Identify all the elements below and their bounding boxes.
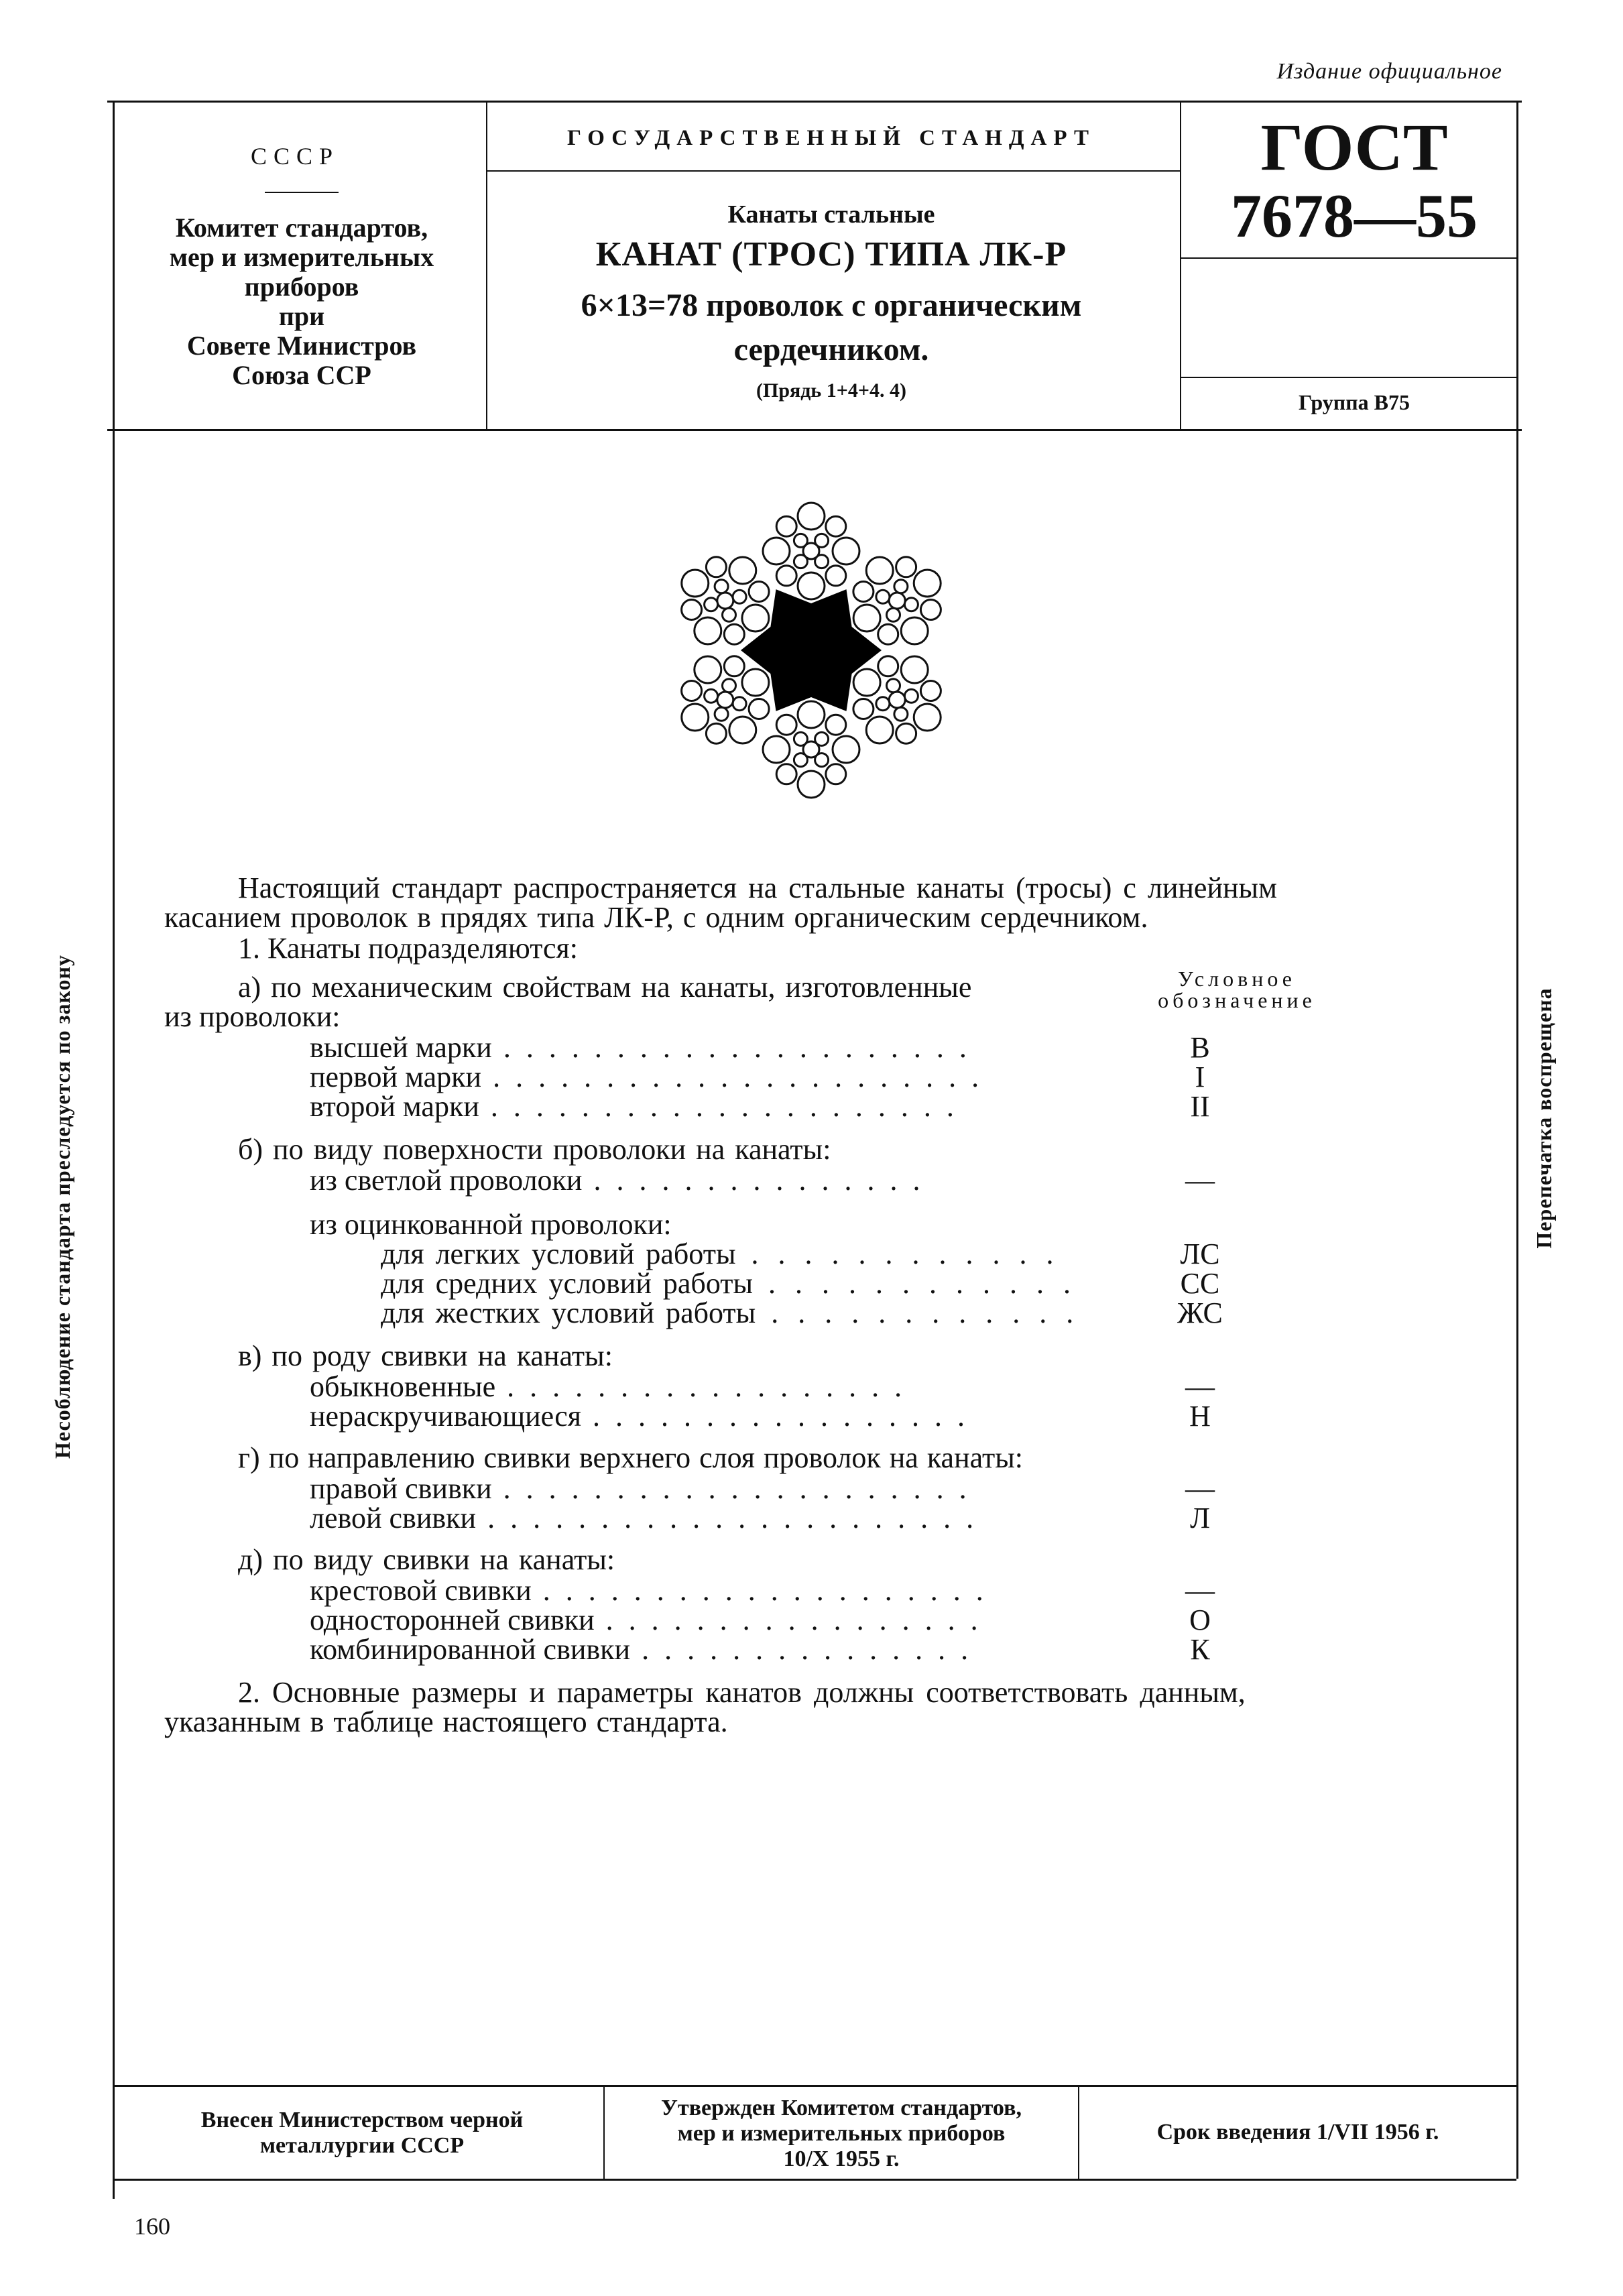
- subsection-d-heading: д) по виду свивки на канаты:: [238, 1543, 615, 1576]
- wire-outer: [826, 566, 846, 586]
- item-code: —: [1185, 1370, 1215, 1403]
- approved-by: [605, 2096, 1078, 2172]
- approved-line-2: мер и измерительных приборов: [677, 2121, 1006, 2146]
- wire-outer: [763, 736, 790, 763]
- wire-center: [717, 692, 733, 708]
- wire-outer: [695, 617, 721, 644]
- wire-outer: [798, 503, 825, 530]
- item-label: высшей марки: [310, 1031, 492, 1064]
- list-item: [381, 1268, 1075, 1299]
- item-code: К: [1190, 1633, 1210, 1666]
- gost-rule-2: [1181, 377, 1516, 378]
- wire-outer: [682, 704, 709, 731]
- subsection-b-galv-heading: из оцинкованной проволоки:: [310, 1208, 672, 1241]
- wire-inner: [815, 753, 829, 767]
- wire-outer: [866, 557, 893, 584]
- gost-number: 7678—55: [1231, 182, 1478, 250]
- wire-inner: [894, 707, 908, 721]
- wire-outer: [706, 557, 726, 577]
- wire-inner: [794, 534, 807, 547]
- list-item: [310, 1091, 958, 1122]
- header-divider-2: [1180, 101, 1181, 429]
- leader-dots: . . . . . . . . . . . .: [756, 1296, 1078, 1329]
- header-bottom-rule: [107, 429, 1522, 431]
- header-top-rule: [107, 101, 1522, 103]
- wire-outer: [695, 656, 721, 683]
- wire-outer: [833, 538, 859, 564]
- list-item: [310, 1165, 924, 1196]
- item-label: крестовой свивки: [310, 1574, 532, 1607]
- wire-outer: [724, 624, 744, 644]
- wire-outer: [896, 723, 916, 743]
- wire-outer: [682, 570, 709, 597]
- page-number: 160: [134, 2213, 170, 2240]
- item-label: из светлой проволоки: [310, 1164, 583, 1197]
- item-code: Н: [1189, 1400, 1211, 1433]
- leader-dots: . . . . . . . . . . . . . . .: [582, 1164, 924, 1197]
- wire-inner: [715, 580, 728, 593]
- wire-outer: [776, 516, 796, 536]
- wire-inner: [723, 608, 736, 621]
- item-code: —: [1185, 1574, 1215, 1607]
- document-subtitle-line1: 6×13=78 проволок с органическим: [581, 288, 1082, 323]
- list-item: [310, 1575, 987, 1606]
- standard-title-rule: [487, 170, 1180, 172]
- wire-inner: [705, 598, 718, 611]
- wire-outer: [729, 717, 756, 743]
- section-2-line1: 2. Основные размеры и параметры канатов должны соответствовать данным,: [238, 1676, 1246, 1709]
- wire-outer: [749, 699, 769, 719]
- leader-dots: . . . . . . . . . . . . . . . . .: [581, 1400, 969, 1433]
- leader-dots: . . . . . . . . . . . . . . .: [630, 1633, 973, 1666]
- wire-inner: [733, 590, 746, 603]
- wire-inner: [815, 732, 829, 745]
- wire-outer: [826, 516, 846, 536]
- wire-outer: [742, 669, 769, 696]
- wire-outer: [724, 656, 744, 676]
- wire-outer: [763, 538, 790, 564]
- item-label: второй марки: [310, 1090, 479, 1123]
- wire-outer: [914, 704, 941, 731]
- item-label: обыкновенные: [310, 1370, 496, 1403]
- wire-outer: [798, 771, 825, 798]
- wire-outer: [853, 669, 880, 696]
- document-subtitle-line2: сердечником.: [733, 332, 929, 367]
- wire-inner: [904, 689, 918, 703]
- code-header-line-1: Условное: [1178, 967, 1296, 991]
- wire-outer: [776, 566, 796, 586]
- wire-outer: [776, 764, 796, 784]
- leader-dots: . . . . . . . . . . . . . . . . . . . .: [531, 1574, 987, 1607]
- wire-outer: [826, 764, 846, 784]
- wire-inner: [815, 534, 829, 547]
- introduced-by: [121, 2108, 603, 2159]
- item-label: первой марки: [310, 1061, 482, 1093]
- wire-outer: [920, 600, 941, 620]
- wire-inner: [794, 555, 807, 568]
- document-title: КАНАТ (ТРОС) ТИПА ЛК-Р: [595, 235, 1067, 274]
- item-label: комбинированной свивки: [310, 1633, 631, 1666]
- wire-inner: [794, 732, 807, 745]
- standard-type: ГОСУДАРСТВЕННЫЙ СТАНДАРТ: [567, 126, 1095, 150]
- committee-line: Комитет стандартов,: [175, 213, 428, 243]
- item-code: ЛС: [1180, 1237, 1220, 1270]
- list-item: [310, 1032, 971, 1063]
- wire-outer: [901, 617, 928, 644]
- code-header-line-2: обозначение: [1158, 988, 1316, 1012]
- list-item: [310, 1062, 983, 1093]
- list-item: [381, 1239, 1058, 1270]
- item-code: О: [1189, 1604, 1211, 1636]
- page-left-border: [113, 101, 115, 2199]
- footer-top-rule: [114, 2085, 1516, 2087]
- legal-notice-side: Несоблюдение стандарта преследуется по закону: [50, 955, 74, 1459]
- section-2-line2: указанным в таблице настоящего стандарта.: [164, 1705, 728, 1738]
- list-item: [310, 1473, 971, 1504]
- item-label: односторонней свивки: [310, 1604, 595, 1636]
- wire-center: [717, 593, 733, 609]
- wire-outer: [682, 681, 702, 701]
- wire-inner: [715, 707, 728, 721]
- introduced-line-1: Внесен Министерством черной: [200, 2108, 524, 2132]
- leader-dots: . . . . . . . . . . . . . . . . . . . . .: [479, 1090, 958, 1123]
- section-1-heading: 1. Канаты подразделяются:: [238, 932, 578, 965]
- wire-outer: [798, 572, 825, 599]
- wire-inner: [794, 753, 807, 767]
- leader-dots: . . . . . . . . . . . . . . . . . . . . . .: [481, 1061, 983, 1093]
- subsection-a-line1: а) по механическим свойствам на канаты, изготовленные: [238, 971, 972, 1004]
- item-code: —: [1185, 1164, 1215, 1197]
- subsection-b-heading: б) по виду поверхности проволоки на канаты:: [238, 1133, 831, 1166]
- wire-inner: [705, 689, 718, 703]
- wire-inner: [887, 608, 900, 621]
- subsection-a-line2: из проволоки:: [164, 1000, 341, 1033]
- header-divider-1: [486, 101, 487, 429]
- wire-outer: [853, 699, 874, 719]
- wire-inner: [876, 590, 890, 603]
- leader-dots: . . . . . . . . . . . . . . . . . . . . .: [491, 1031, 971, 1064]
- wire-outer: [878, 624, 898, 644]
- country-name: СССР: [250, 143, 340, 170]
- item-label: для жестких условий работы: [381, 1296, 756, 1329]
- wire-outer: [742, 605, 769, 631]
- committee-line: мер и измерительных: [169, 242, 434, 272]
- item-label: правой свивки: [310, 1472, 492, 1505]
- list-item: [381, 1298, 1077, 1329]
- item-code: I: [1195, 1061, 1205, 1093]
- wire-outer: [729, 557, 756, 584]
- item-code: —: [1185, 1472, 1215, 1505]
- wire-inner: [815, 555, 829, 568]
- gost-rule-1: [1181, 257, 1516, 259]
- item-label: для легких условий работы: [381, 1237, 736, 1270]
- leader-dots: . . . . . . . . . . . .: [753, 1267, 1075, 1300]
- classification-group: Группа В75: [1299, 390, 1410, 414]
- reprint-notice-side: Перепечатка воспрещена: [1532, 987, 1556, 1249]
- list-item: [310, 1401, 969, 1432]
- leader-dots: . . . . . . . . . . . . . . . . . .: [495, 1370, 906, 1403]
- item-code: Л: [1190, 1502, 1210, 1534]
- wire-outer: [833, 736, 859, 763]
- item-code: СС: [1180, 1267, 1220, 1300]
- wire-outer: [853, 605, 880, 631]
- wire-outer: [706, 723, 726, 743]
- gost-label: ГОСТ: [1260, 110, 1448, 184]
- wire-outer: [853, 582, 874, 602]
- wire-outer: [776, 715, 796, 735]
- wire-inner: [894, 580, 908, 593]
- code-column-header: [1116, 968, 1358, 1011]
- list-item: [310, 1605, 982, 1636]
- list-item: [310, 1634, 972, 1665]
- wire-center: [889, 593, 905, 609]
- rope-category: Канаты стальные: [727, 200, 935, 229]
- item-code: В: [1190, 1031, 1210, 1064]
- intro-line-2: касанием проволок в прядях типа ЛК-Р, с одним органическим сердечником.: [164, 901, 1148, 934]
- wire-inner: [723, 679, 736, 692]
- wire-outer: [749, 582, 769, 602]
- item-label: нераскручивающиеся: [310, 1400, 582, 1433]
- committee-line: Совете Министров: [186, 330, 417, 361]
- wire-outer: [920, 681, 941, 701]
- intro-line-1: Настоящий стандарт распространяется на стальные канаты (тросы) с линейным: [238, 871, 1277, 904]
- committee-block: [134, 213, 469, 390]
- wire-outer: [682, 600, 702, 620]
- wire-inner: [887, 679, 900, 692]
- approved-line-1: Утвержден Комитетом стандартов,: [661, 2096, 1022, 2120]
- footer-bottom-rule: [114, 2179, 1516, 2181]
- wire-outer: [914, 570, 941, 597]
- committee-line: приборов: [244, 271, 359, 302]
- item-label: левой свивки: [310, 1502, 477, 1534]
- leader-dots: . . . . . . . . . . . . . . . . . . . . .: [491, 1472, 971, 1505]
- wire-center: [889, 692, 905, 708]
- list-item: [310, 1372, 906, 1402]
- leader-dots: . . . . . . . . . . . .: [735, 1237, 1058, 1270]
- committee-line: при: [278, 301, 325, 331]
- list-item: [310, 1503, 977, 1534]
- leader-dots: . . . . . . . . . . . . . . . . .: [594, 1604, 982, 1636]
- wire-outer: [901, 656, 928, 683]
- approved-line-3: 10/X 1955 г.: [783, 2147, 900, 2171]
- leader-dots: . . . . . . . . . . . . . . . . . . . . . .: [476, 1502, 978, 1534]
- rope-cross-section-figure: [657, 496, 965, 804]
- wire-outer: [866, 717, 893, 743]
- item-label: для средних условий работы: [381, 1267, 754, 1300]
- wire-outer: [896, 557, 916, 577]
- wire-outer: [798, 701, 825, 728]
- item-code: II: [1190, 1090, 1210, 1123]
- effective-date: Срок введения 1/VII 1956 г.: [1156, 2120, 1439, 2144]
- subsection-g-heading: г) по направлению свивки верхнего слоя проволок на канаты:: [238, 1441, 1024, 1474]
- wire-inner: [733, 697, 746, 711]
- wire-inner: [876, 697, 890, 711]
- strand-construction: (Прядь 1+4+4. 4): [756, 379, 906, 402]
- item-code: ЖС: [1177, 1296, 1223, 1329]
- wire-outer: [826, 715, 846, 735]
- introduced-line-2: металлургии СССР: [259, 2133, 465, 2158]
- subsection-v-heading: в) по роду свивки на канаты:: [238, 1339, 613, 1372]
- wire-outer: [878, 656, 898, 676]
- country-underline: [265, 192, 339, 193]
- page-right-border: [1516, 101, 1518, 2179]
- committee-line: Союза ССР: [232, 360, 371, 390]
- edition-note: Издание официальное: [1276, 59, 1502, 84]
- wire-inner: [904, 598, 918, 611]
